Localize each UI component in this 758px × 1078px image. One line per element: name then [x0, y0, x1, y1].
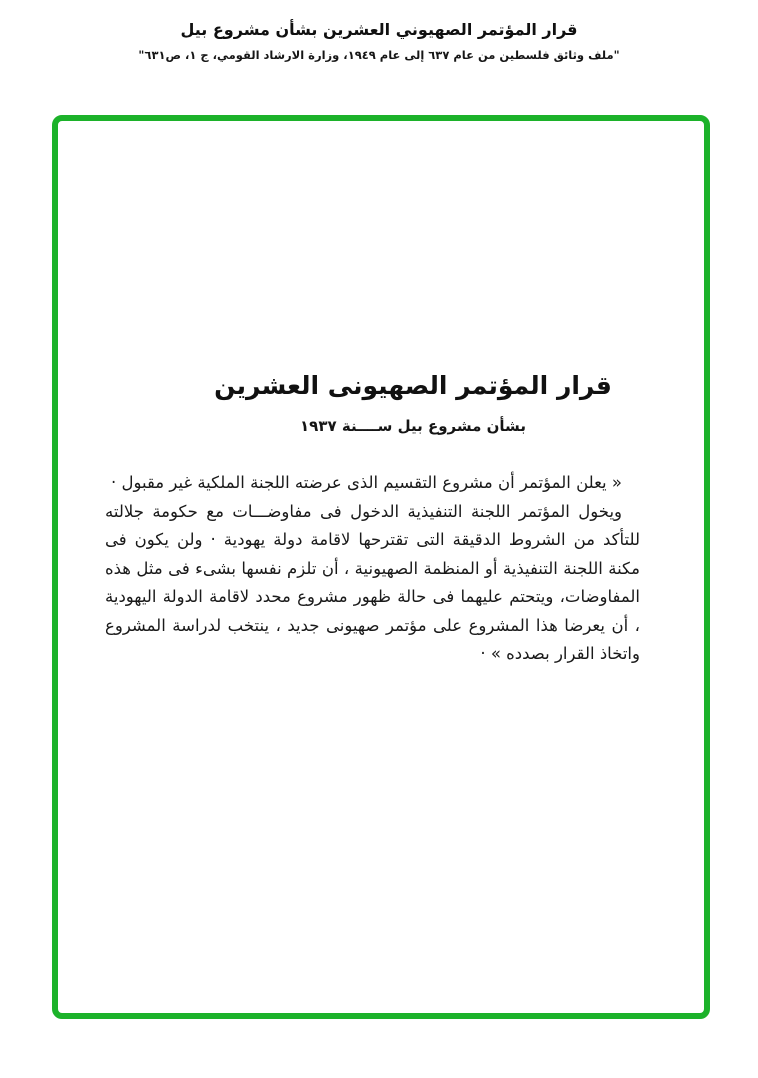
document-body [105, 469, 640, 669]
page-frame [52, 115, 710, 1019]
header-title: قرار المؤتمر الصهيوني العشرين بشأن مشروع بيل [180, 20, 578, 39]
document-heading [90, 371, 736, 435]
document-title: قرار المؤتمر الصهيونى العشرين [214, 371, 612, 400]
paragraph-2: ويخول المؤتمر اللجنة التنفيذية الدخول فى مفاوضـــات مع حكومة جلالته للتأكد من الشروط الدقيقة التى تقترحها لاقامة دولة يهودية · ولن يكون فى مكنة اللجنة التنفيذية أو المنظمة الصهيونية ، أن تلزم نفسها بشىء فى مثل هذه المفاوضات، ويتحتم عليهما فى حالة ظهور مشروع محدد لاقامة الدولة اليهودية ، أن يعرضا هذا المشروع على مؤتمر صهيونى جديد ، ينتخب لدراسة المشروع واتخاذ القرار بصدده » · [105, 501, 640, 663]
header-source-citation: "ملف وثائق فلسطين من عام ٦٣٧ إلى عام ١٩٤٩، وزارة الارشاد القومي، ج ١، ص٦٣١" [138, 48, 620, 62]
document-subtitle: بشأن مشروع بيل ســــنة ١٩٣٧ [300, 417, 526, 435]
paragraph-1: « يعلن المؤتمر أن مشروع التقسيم الذى عرضته اللجنة الملكية غير مقبول · [110, 473, 622, 492]
page-header [0, 20, 758, 62]
